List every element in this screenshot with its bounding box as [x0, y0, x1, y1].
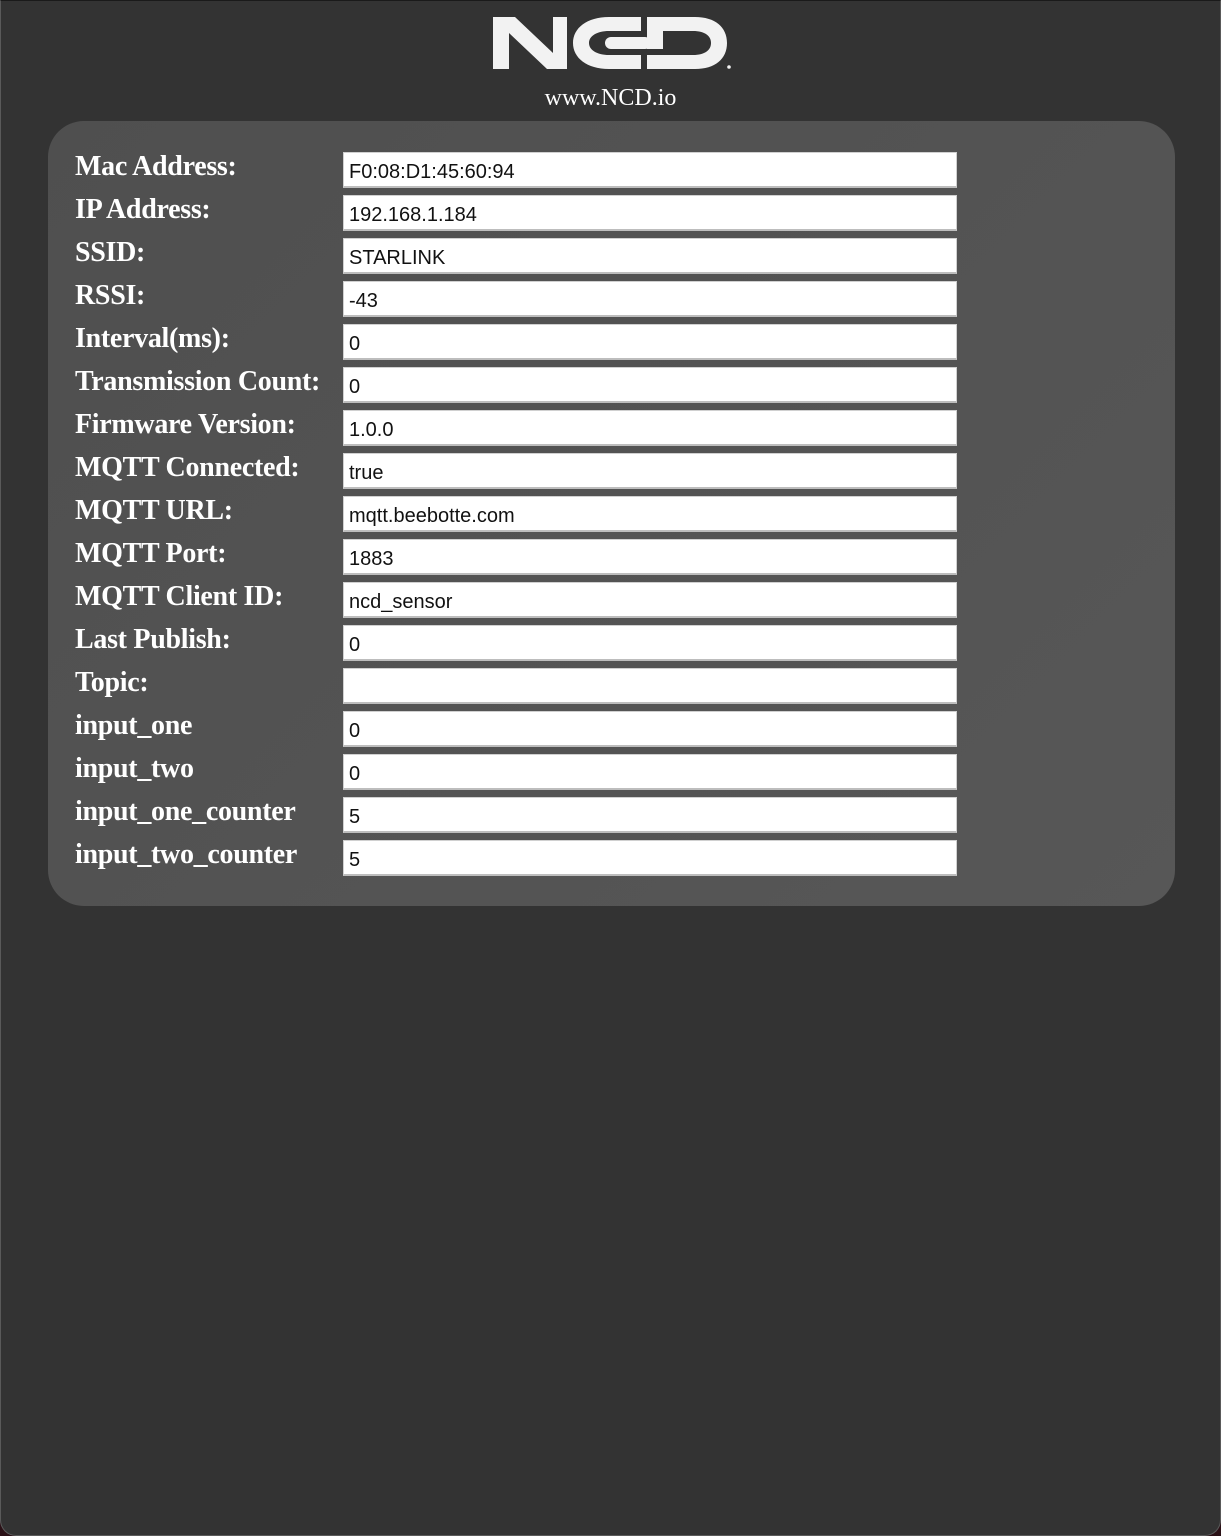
device-info-panel	[48, 121, 1175, 906]
label-input-one: input_one	[75, 710, 193, 741]
field-row-mqtt-client-id	[48, 582, 1175, 618]
site-url: www.NCD.io	[544, 85, 677, 111]
label-mqtt-url: MQTT URL:	[75, 495, 233, 526]
mqtt-url-field[interactable]	[343, 496, 957, 532]
label-mqtt-client-id: MQTT Client ID:	[75, 581, 284, 612]
label-input-one-counter: input_one_counter	[75, 796, 296, 827]
input-two-counter-field[interactable]	[343, 840, 957, 876]
mac-address-field[interactable]	[343, 152, 957, 188]
interval-field[interactable]	[343, 324, 957, 360]
label-input-two: input_two	[75, 753, 194, 784]
rssi-field[interactable]	[343, 281, 957, 317]
label-input-two-counter: input_two_counter	[75, 839, 298, 870]
firmware-version-field[interactable]	[343, 410, 957, 446]
label-mqtt-port: MQTT Port:	[75, 538, 227, 569]
label-firmware-version: Firmware Version:	[75, 409, 296, 440]
input-one-field[interactable]	[343, 711, 957, 747]
field-row-input-one-counter	[48, 797, 1175, 833]
mqtt-connected-field[interactable]	[343, 453, 957, 489]
field-row-interval	[48, 324, 1175, 360]
last-publish-field[interactable]	[343, 625, 957, 661]
field-row-last-publish	[48, 625, 1175, 661]
input-one-counter-field[interactable]	[343, 797, 957, 833]
field-row-input-two	[48, 754, 1175, 790]
transmission-count-field[interactable]	[343, 367, 957, 403]
field-row-topic	[48, 668, 1175, 704]
label-last-publish: Last Publish:	[75, 624, 231, 655]
label-topic: Topic:	[75, 667, 149, 698]
field-row-ip-address	[48, 195, 1175, 231]
label-ip-address: IP Address:	[75, 194, 211, 225]
header	[1, 11, 1220, 80]
ssid-field[interactable]	[343, 238, 957, 274]
label-ssid: SSID:	[75, 237, 146, 268]
field-row-mqtt-connected	[48, 453, 1175, 489]
label-mac-address: Mac Address:	[75, 151, 237, 182]
label-rssi: RSSI:	[75, 280, 146, 311]
field-row-transmission-count	[48, 367, 1175, 403]
field-row-input-two-counter	[48, 840, 1175, 876]
field-row-firmware-version	[48, 410, 1175, 446]
label-transmission-count: Transmission Count:	[75, 366, 321, 397]
label-mqtt-connected: MQTT Connected:	[75, 452, 300, 483]
field-row-mqtt-port	[48, 539, 1175, 575]
field-row-mac-address	[48, 152, 1175, 188]
topic-field[interactable]	[343, 668, 957, 704]
ncd-logo-icon	[491, 11, 731, 75]
field-row-mqtt-url	[48, 496, 1175, 532]
ip-address-field[interactable]	[343, 195, 957, 231]
label-interval: Interval(ms):	[75, 323, 230, 354]
field-row-ssid	[48, 238, 1175, 274]
input-two-field[interactable]	[343, 754, 957, 790]
field-row-rssi	[48, 281, 1175, 317]
mqtt-port-field[interactable]	[343, 539, 957, 575]
mqtt-client-id-field[interactable]	[343, 582, 957, 618]
field-row-input-one	[48, 711, 1175, 747]
